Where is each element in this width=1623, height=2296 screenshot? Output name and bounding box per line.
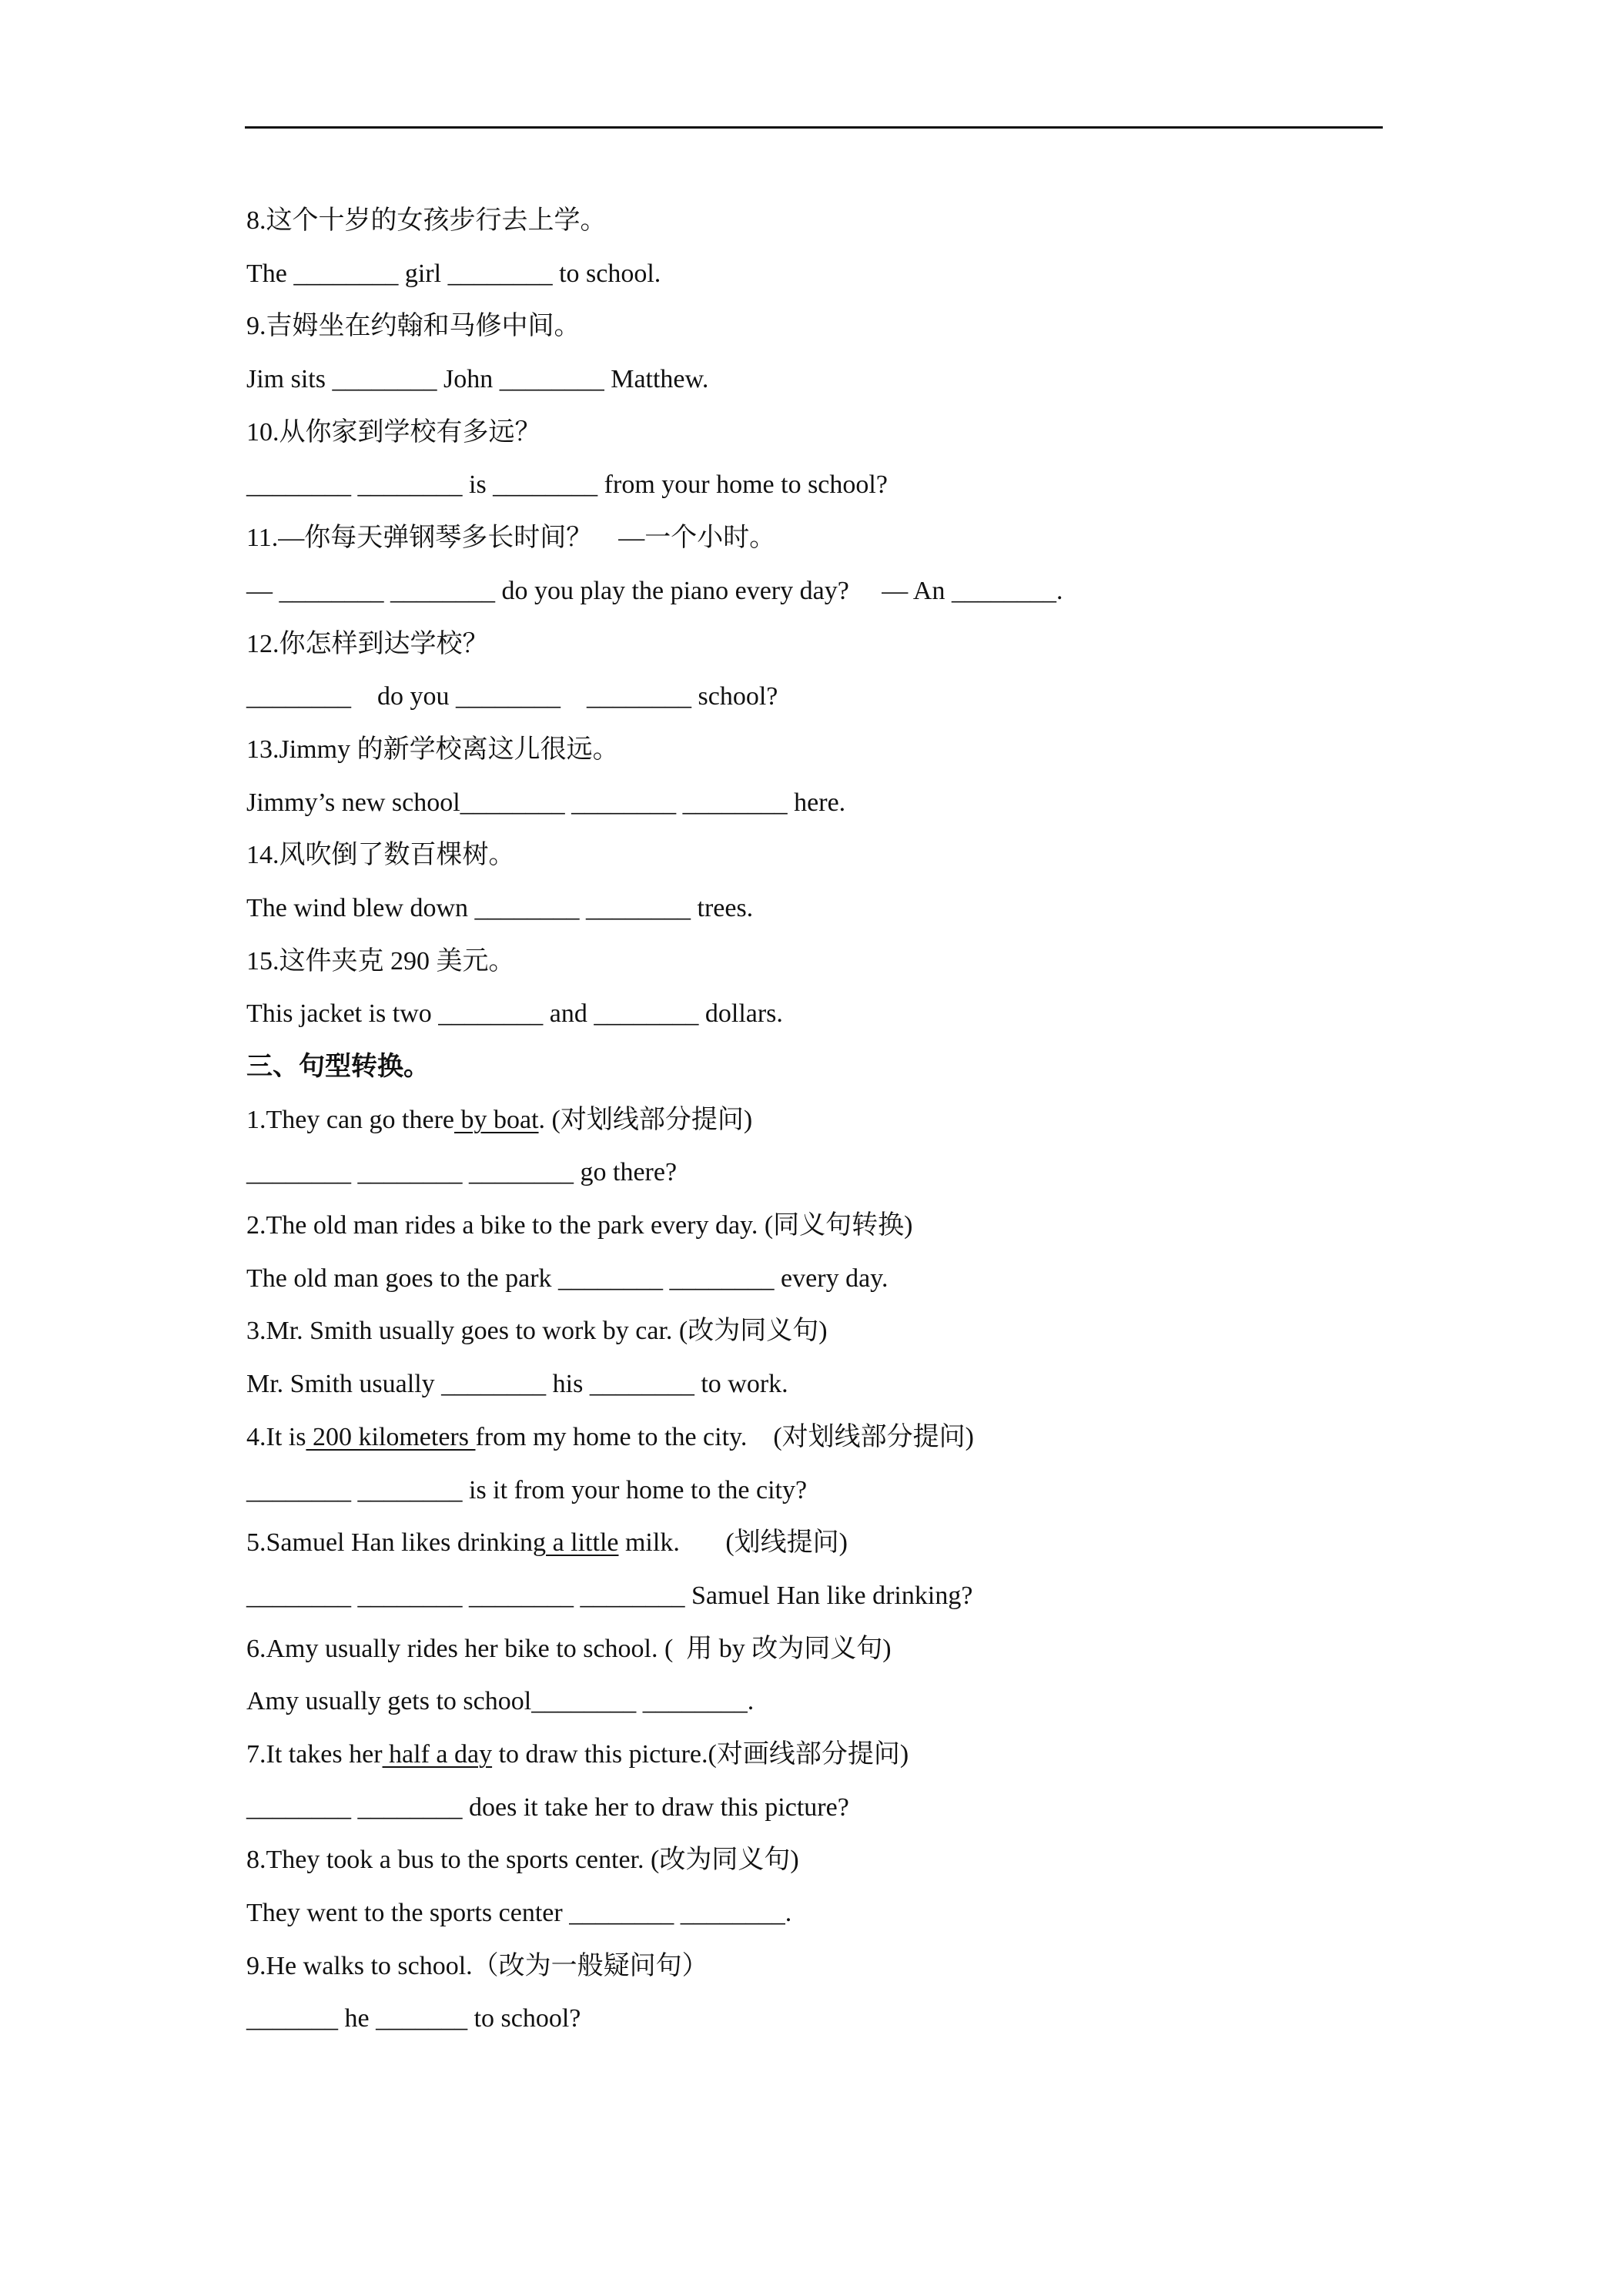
line-text: They went to the sports center ________ ________. — [246, 1899, 792, 1927]
exercise-line-s5-answer — [246, 1570, 1386, 1623]
line-text: 9.He walks to school.（改为一般疑问句） — [246, 1951, 708, 1980]
exercise-line-s6-answer — [246, 1675, 1386, 1729]
exercise-line-q12-prompt — [246, 618, 1386, 671]
line-text: 14.风吹倒了数百棵树。 — [246, 841, 515, 870]
line-text: 三、句型转换。 — [246, 1053, 430, 1081]
underlined-phrase: by boat — [454, 1105, 539, 1134]
exercise-line-s8-answer — [246, 1887, 1386, 1940]
exercise-line-s4-prompt — [246, 1411, 1386, 1464]
exercise-line-q8-answer — [246, 248, 1386, 301]
exercise-line-s4-answer — [246, 1464, 1386, 1518]
exercise-line-q13-prompt — [246, 724, 1386, 777]
line-text: to draw this picture.(对画线部分提问) — [492, 1739, 909, 1769]
exercise-line-q11-answer — [246, 565, 1386, 618]
section-heading-section-3-heading — [246, 1041, 1386, 1094]
line-text: ________ ________ is it from your home to the city? — [246, 1475, 808, 1504]
exercise-line-s1-answer — [246, 1146, 1386, 1200]
line-text: Amy usually gets to school________ ________. — [246, 1687, 755, 1716]
line-text: from my home to the city. (对划线部分提问) — [475, 1422, 974, 1451]
exercise-line-q15-prompt — [246, 935, 1386, 989]
line-text: 7.It takes her — [246, 1739, 383, 1769]
line-text: The old man goes to the park ________ ________ every day. — [246, 1263, 888, 1293]
exercise-line-q14-prompt — [246, 829, 1386, 882]
exercise-line-q10-prompt — [246, 407, 1386, 460]
line-text: 3.Mr. Smith usually goes to work by car. (改为同义句) — [246, 1317, 828, 1346]
line-text: . (对划线部分提问) — [538, 1105, 753, 1134]
line-text: — ________ ________ do you play the piano every day? — An ________. — [246, 576, 1063, 605]
exercise-line-s2-prompt — [246, 1200, 1386, 1253]
line-text: ________ do you ________ ________ school? — [246, 682, 778, 711]
line-text: 9.吉姆坐在约翰和马修中间。 — [246, 312, 581, 341]
exercise-line-q9-prompt — [246, 300, 1386, 353]
line-text: 8.They took a bus to the sports center. (改为同义句) — [246, 1846, 799, 1875]
exercise-line-q12-answer — [246, 671, 1386, 724]
line-text: ________ ________ ________ go there? — [246, 1158, 678, 1187]
line-text: 8.这个十岁的女孩步行去上学。 — [246, 206, 607, 235]
underlined-phrase: a little — [546, 1528, 619, 1558]
line-text: Jim sits ________ John ________ Matthew. — [246, 365, 709, 394]
underlined-phrase: half a day — [382, 1739, 493, 1769]
line-text: 6.Amy usually rides her bike to school. ( 用 by 改为同义句) — [246, 1634, 892, 1663]
line-text: 5.Samuel Han likes drinking — [246, 1528, 547, 1558]
exercise-line-q10-answer — [246, 459, 1386, 512]
exercise-line-q15-answer — [246, 988, 1386, 1041]
exercise-line-q14-answer — [246, 882, 1386, 935]
line-text: Jimmy’s new school________ ________ ________ here. — [246, 788, 846, 817]
line-text: 13.Jimmy 的新学校离这儿很远。 — [246, 735, 619, 764]
exercise-line-s2-answer — [246, 1253, 1386, 1306]
line-text: 2.The old man rides a bike to the park every day. (同义句转换) — [246, 1211, 913, 1240]
exercise-line-s3-answer — [246, 1358, 1386, 1411]
exercise-line-s9-prompt — [246, 1940, 1386, 1993]
line-text: ________ ________ does it take her to draw this picture? — [246, 1792, 849, 1822]
line-text: 4.It is — [246, 1422, 306, 1451]
line-text: 1.They can go there — [246, 1105, 454, 1134]
exercise-line-q13-answer — [246, 777, 1386, 830]
line-text: The wind blew down ________ ________ trees. — [246, 893, 754, 922]
exercise-line-s8-prompt — [246, 1834, 1386, 1887]
exercise-line-q11-prompt — [246, 512, 1386, 565]
line-text: This jacket is two ________ and ________ dollars. — [246, 999, 783, 1029]
line-text: ________ ________ is ________ from your home to school? — [246, 470, 888, 500]
exercise-line-s6-prompt — [246, 1623, 1386, 1676]
exercise-line-q8-prompt — [246, 195, 1386, 248]
exercise-line-s1-prompt — [246, 1094, 1386, 1147]
line-text: 11.—你每天弹钢琴多长时间？ —一个小时。 — [246, 524, 776, 553]
exercise-line-s7-prompt — [246, 1729, 1386, 1782]
exercise-line-q9-answer — [246, 353, 1386, 407]
underlined-phrase: 200 kilometers — [306, 1422, 476, 1451]
line-text: The ________ girl ________ to school. — [246, 259, 661, 288]
header-rule — [245, 126, 1383, 129]
exercise-line-s9-answer — [246, 1993, 1386, 2046]
exercise-line-s7-answer — [246, 1782, 1386, 1835]
exercise-lines — [246, 195, 1386, 2046]
line-text: ________ ________ ________ ________ Samuel Han like drinking? — [246, 1581, 973, 1610]
exercise-line-s5-prompt — [246, 1517, 1386, 1570]
line-text: _______ he _______ to school? — [246, 2004, 581, 2033]
line-text: milk. (划线提问) — [618, 1528, 848, 1558]
exercise-line-s3-prompt — [246, 1305, 1386, 1358]
line-text: 15.这件夹克 290 美元。 — [246, 946, 515, 976]
line-text: Mr. Smith usually ________ his ________ to work. — [246, 1370, 788, 1399]
line-text: 12.你怎样到达学校？ — [246, 629, 489, 658]
line-text: 10.从你家到学校有多远？ — [246, 417, 541, 447]
